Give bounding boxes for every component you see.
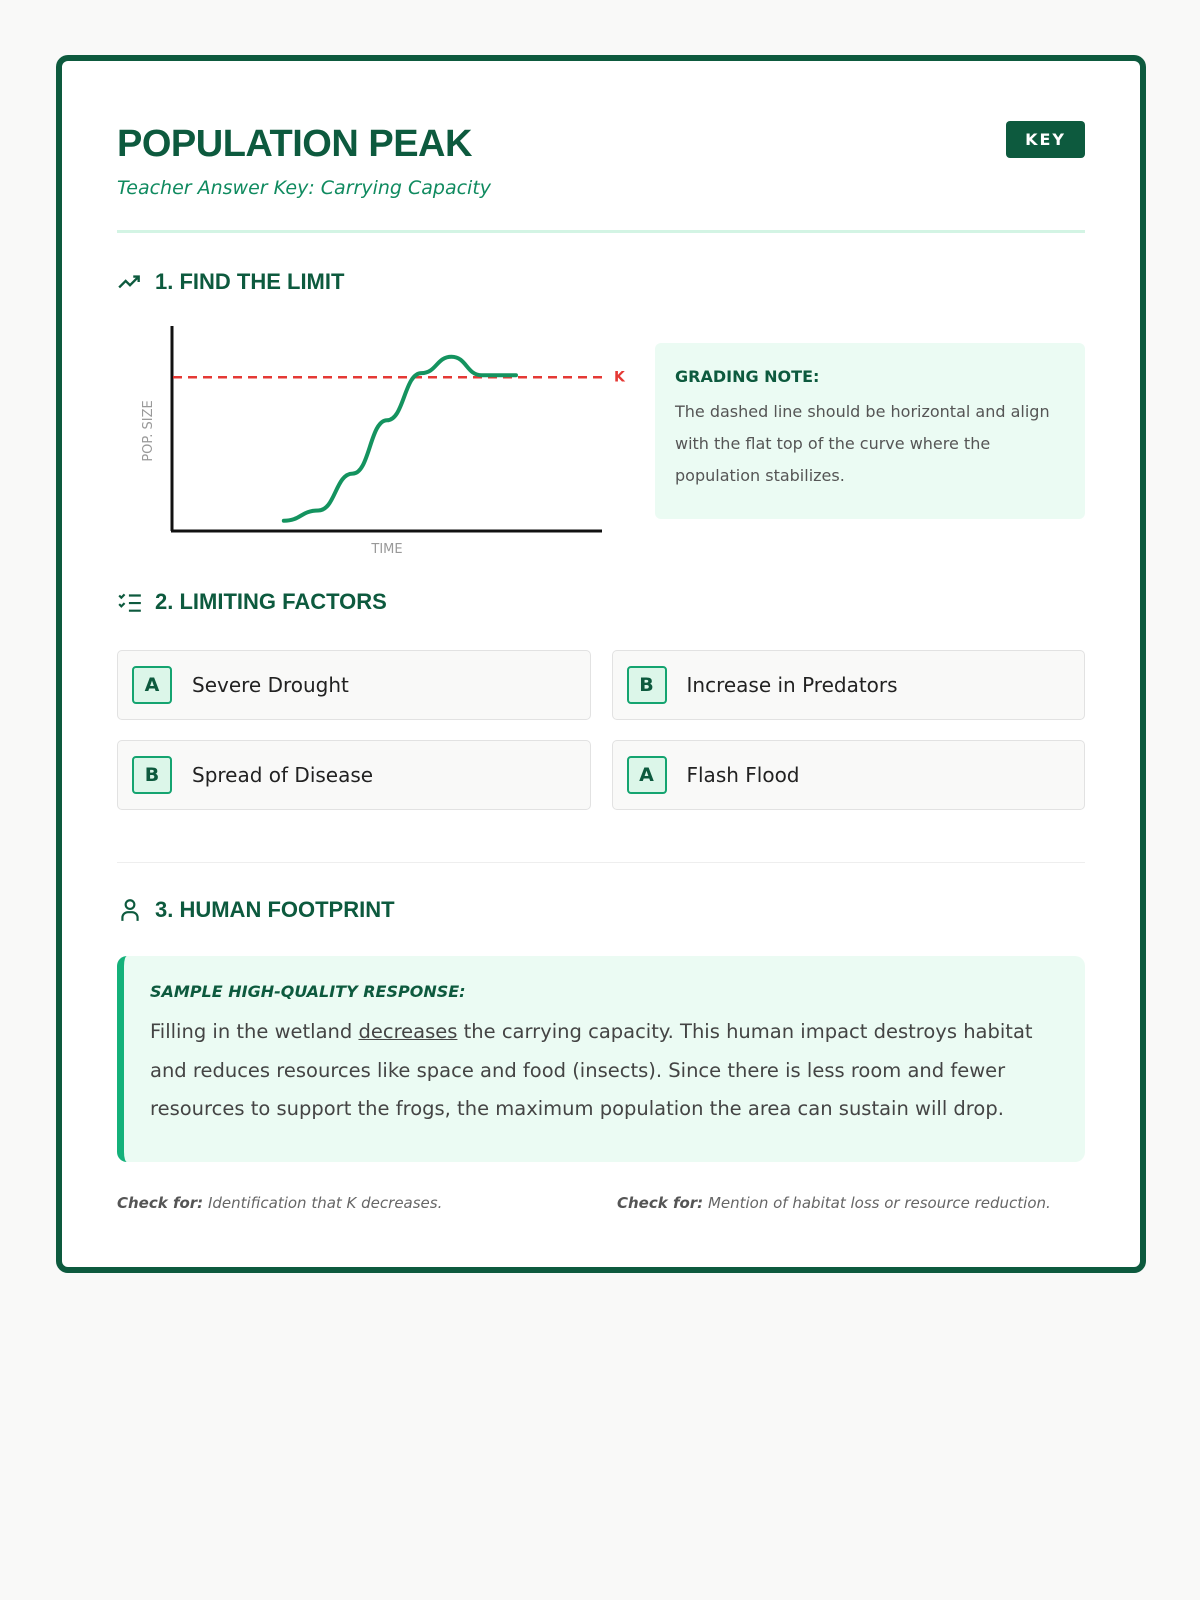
x-axis-label: TIME <box>371 542 403 557</box>
answer-badge: B <box>627 666 667 704</box>
checklist-icon <box>117 589 143 615</box>
section-divider <box>117 862 1085 863</box>
answer-key-card <box>56 55 1146 1273</box>
page-title: POPULATION PEAK <box>117 123 472 165</box>
page-subtitle: Teacher Answer Key: Carrying Capacity <box>117 177 492 199</box>
grading-note <box>655 343 1085 519</box>
section-1-heading <box>117 269 344 295</box>
answer-badge: A <box>627 756 667 794</box>
sample-response <box>117 956 1085 1162</box>
key-badge: KEY <box>1006 121 1085 158</box>
section-3-title: 3. HUMAN FOOTPRINT <box>155 897 395 922</box>
grading-note-title: GRADING NOTE: <box>675 367 820 386</box>
header-divider <box>117 230 1085 233</box>
check-text: Identification that K decreases. <box>203 1194 443 1212</box>
factor-label: Severe Drought <box>192 673 349 697</box>
section-1-title: 1. FIND THE LIMIT <box>155 269 345 294</box>
factor-item <box>117 740 591 810</box>
response-emphasis: decreases <box>358 1020 458 1043</box>
factor-item <box>117 650 591 720</box>
answer-badge: A <box>132 666 172 704</box>
limiting-factors-grid <box>117 650 1085 810</box>
answer-badge: B <box>132 756 172 794</box>
factor-label: Flash Flood <box>686 763 800 787</box>
population-chart <box>117 321 637 581</box>
factor-label: Spread of Disease <box>192 763 374 787</box>
section-2-heading <box>117 589 387 615</box>
check-criterion-1 <box>117 1194 442 1212</box>
response-text: Filling in the wetland <box>150 1020 359 1043</box>
k-label: K <box>614 369 625 386</box>
factor-label: Increase in Predators <box>686 673 898 697</box>
population-curve <box>284 357 516 521</box>
response-text: the carrying capacity. This human impact destroys habitat and reduces resources like space and food (insects). Since there is less room and fewer resources to support the frogs, the maximum population the area can sustain will drop. <box>150 1020 1033 1120</box>
check-label: Check for: <box>617 1194 704 1212</box>
factor-item <box>612 650 1086 720</box>
response-title: SAMPLE HIGH-QUALITY RESPONSE: <box>150 982 466 1001</box>
check-label: Check for: <box>117 1194 204 1212</box>
grading-note-body: The dashed line should be horizontal and align with the flat top of the curve where the population stabilizes. <box>675 402 1050 485</box>
response-body <box>150 1013 1059 1129</box>
section-3-heading <box>117 897 395 923</box>
y-axis-label: POP. SIZE <box>141 400 156 462</box>
user-icon <box>117 897 143 923</box>
check-text: Mention of habitat loss or resource reduction. <box>703 1194 1051 1212</box>
check-criterion-2 <box>617 1194 1051 1212</box>
trending-up-icon <box>117 269 143 295</box>
factor-item <box>612 740 1086 810</box>
section-2-title: 2. LIMITING FACTORS <box>155 589 387 614</box>
